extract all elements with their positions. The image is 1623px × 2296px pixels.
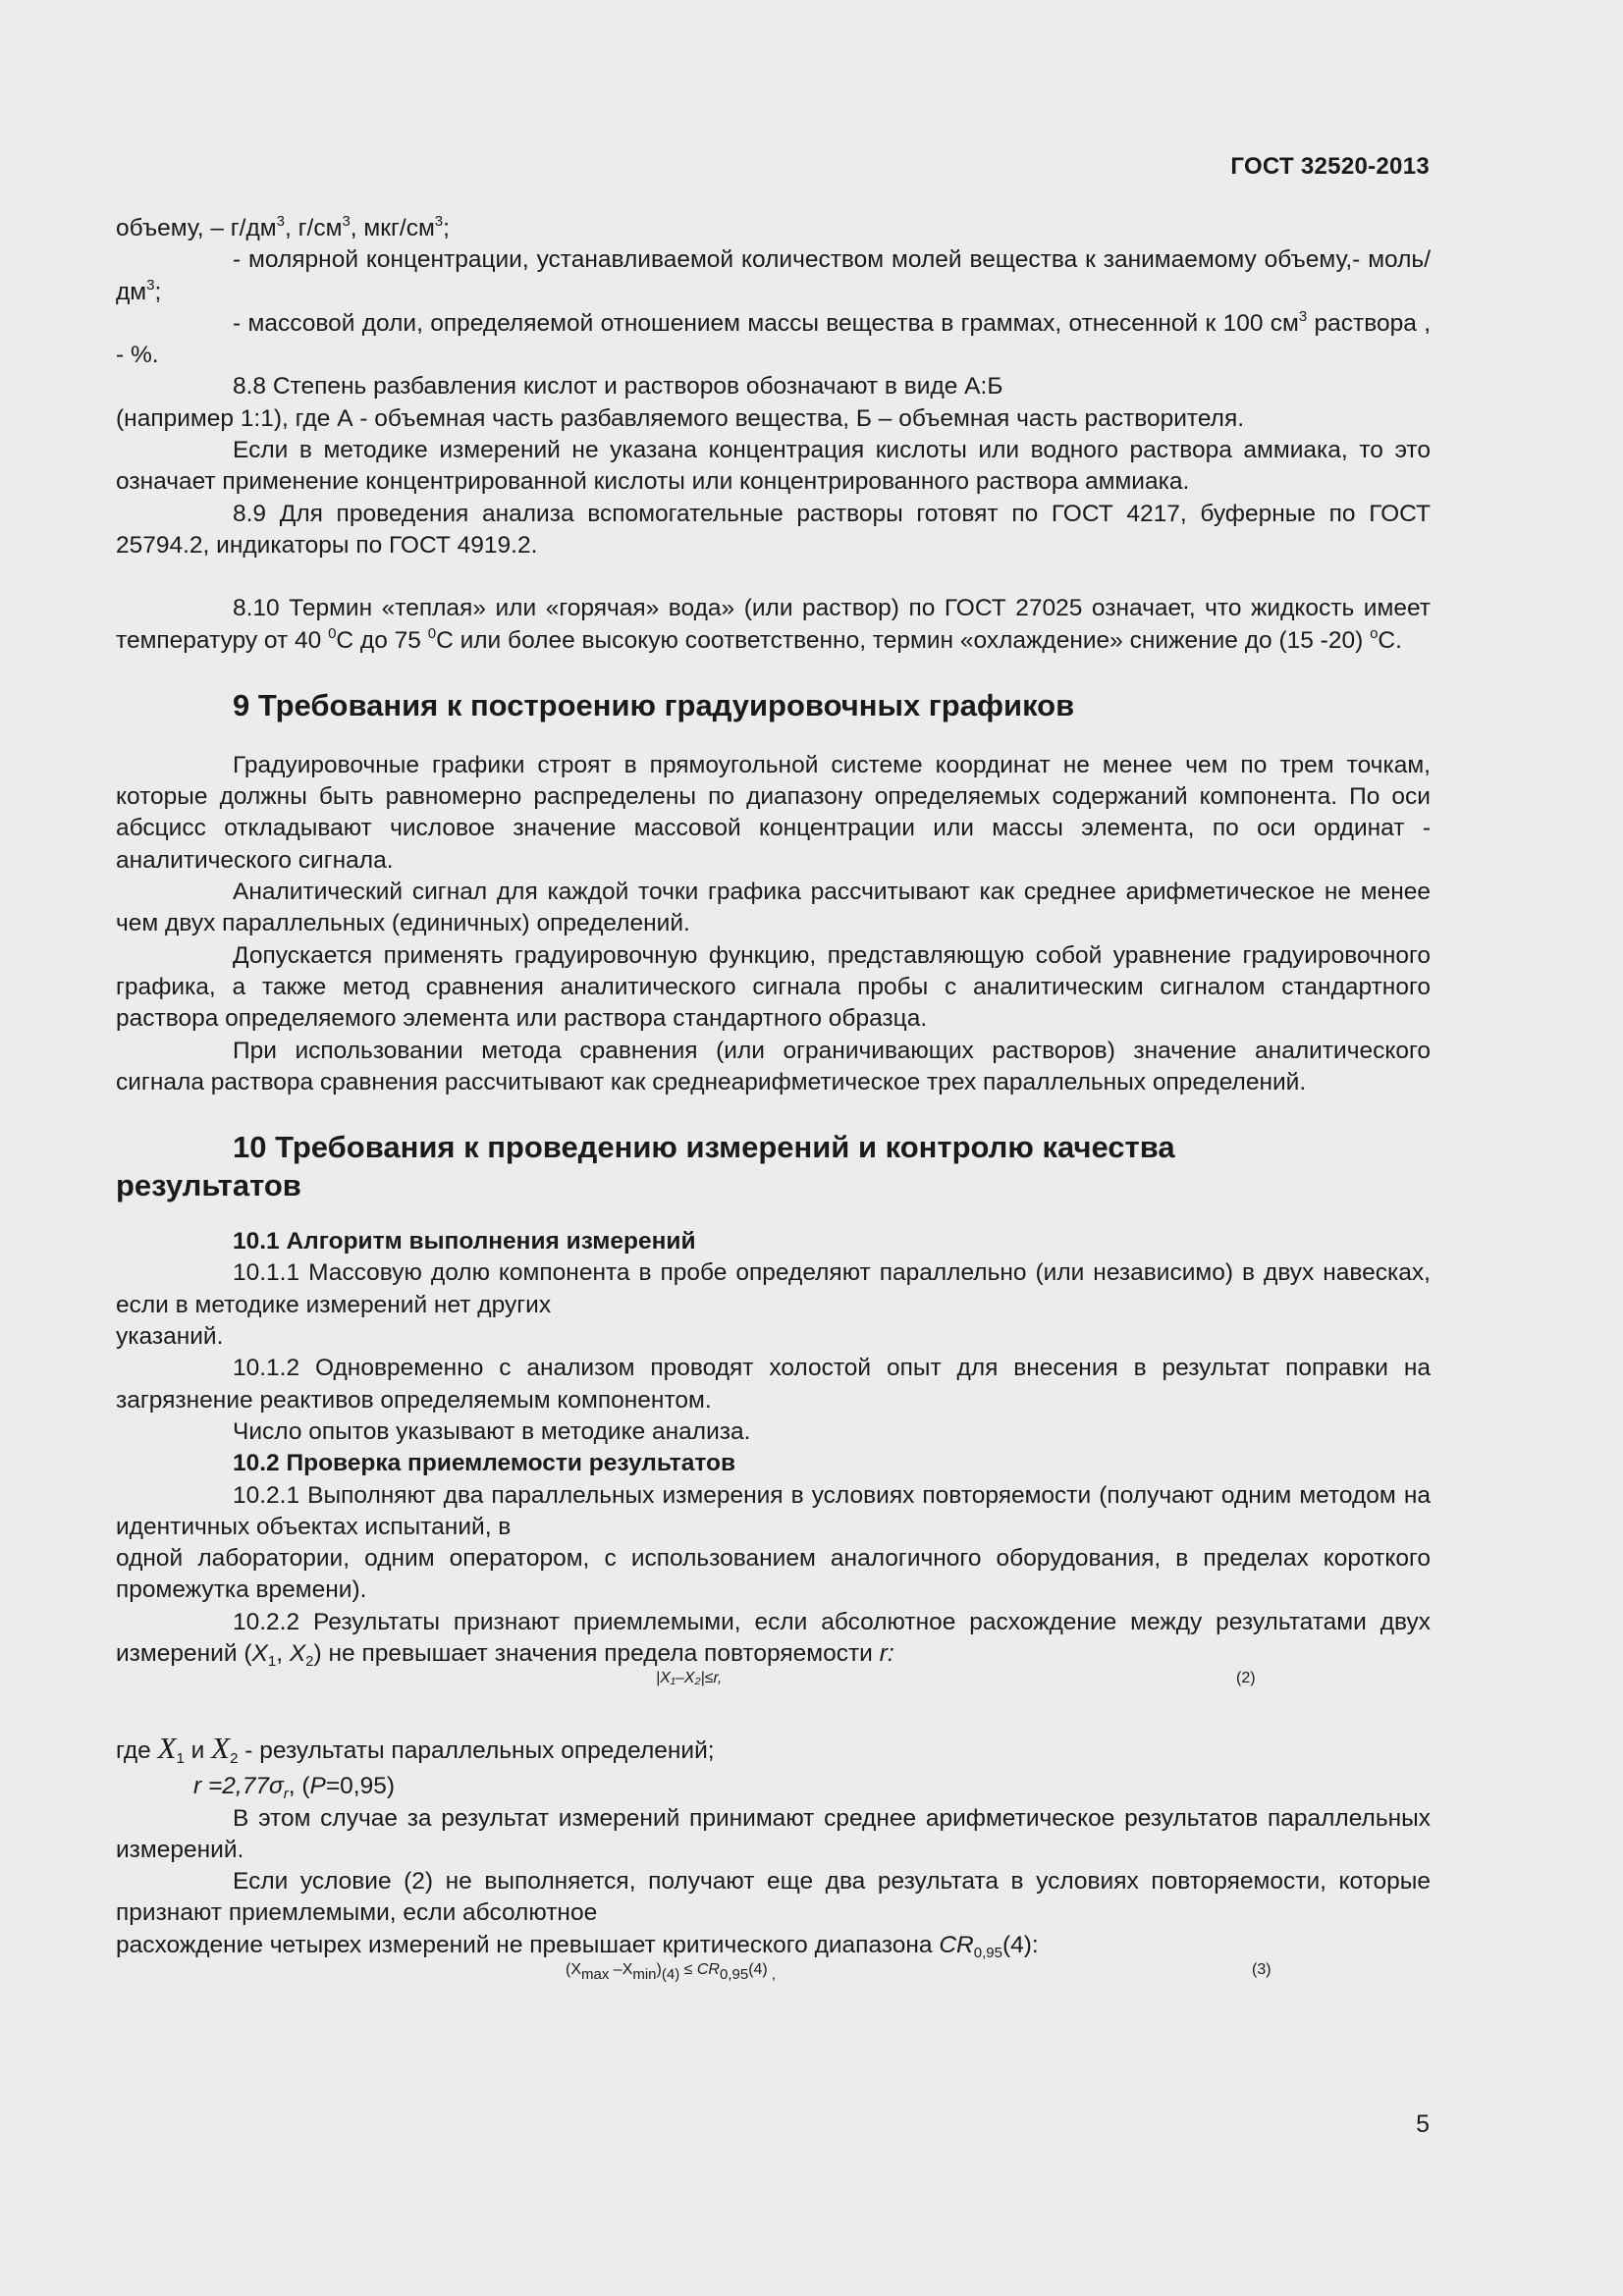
para-result: В этом случае за результат измерений принимают среднее арифметическое результатов параллельных измерений. — [116, 1804, 1431, 1863]
para-8-10: 8.10 Термин «теплая» или «горячая» вода» (или раствор) по ГОСТ 27025 означает, что жидкость имеет температуру от 40 $^0$С до 75 $^0$С или более высокую соответственно, термин «охлаждение» снижение до (15 -20) $^о$С. — [116, 595, 1431, 654]
para-10-1-1: 10.1.1 Массовую долю компонента в пробе определяют параллельно (или независимо) в двух навесках, если в методике измерений нет других — [116, 1259, 1431, 1318]
subsection-10-1-title: 10.1 Алгоритм выполнения измерений — [233, 1228, 696, 1255]
standard-header: ГОСТ 32520-2013 — [1230, 153, 1430, 180]
section-10-title-line1: 10 Требования к проведению измерений и контролю качества — [233, 1130, 1175, 1165]
molar-line: - молярной концентрации, устанавливаемой количеством молей вещества к занимаемому объему,- моль/$дм^3$; — [116, 246, 1431, 305]
para-10-2-1: 10.2.1 Выполняют два параллельных измерения в условиях повторяемости (получают одним методом на идентичных объектах испытаний, в — [116, 1481, 1431, 1540]
formula-2-row — [116, 1670, 1431, 1701]
para-10-1-2-b: Число опытов указывают в методике анализа. — [233, 1417, 751, 1445]
section-9-title: 9 Требования к построению градуировочных графиков — [233, 687, 1075, 722]
para-if-condition-b: расхождение четырех измерений не превышает критического диапазона $CR_{0,95}(4)$: — [116, 1931, 1039, 1961]
formula-3: ($X_{max}$ $-X_{min})_{(4)} \le CR_{0,95}(4)$ $_,$ — [566, 1961, 777, 1984]
page-number: 5 — [1416, 2110, 1430, 2138]
formula-3-row — [116, 1961, 1431, 1993]
para-8-8-b: (например 1:1), где А - объемная часть разбавляемого вещества, Б – объемная часть растворителя. — [116, 404, 1245, 432]
formula-2-number: (2) — [1236, 1670, 1256, 1687]
formula-2: |X₁–X₂|≤r, — [656, 1670, 723, 1687]
section-9-para-2: Аналитический сигнал для каждой точки графика рассчитывают как среднее арифметическое не менее чем двух параллельных (единичных) определений. — [116, 879, 1431, 937]
section-9-para-3: Допускается применять градуировочную функцию, представляющую собой уравнение градуировочного графика, а также метод сравнения аналитического сигнала пробы с аналитическим сигналом стандартного раствора определяемого элемента или раствора стандартного образца. — [116, 941, 1431, 1033]
section-10-title-line2: результатов — [116, 1168, 301, 1203]
para-10-1-2: 10.1.2 Одновременно с анализом проводят холостой опыт для внесения в результат поправки на загрязнение реактивов определяемым компонентом. — [116, 1355, 1431, 1414]
para-8-9: 8.9 Для проведения анализа вспомогательные растворы готовят по ГОСТ 4217, буферные по ГОСТ 25794.2, индикаторы по ГОСТ 4919.2. — [116, 500, 1431, 559]
para-if-condition: Если условие (2) не выполняется, получают еще два результата в условиях повторяемости, которые признают приемлемыми, если абсолютное — [116, 1868, 1431, 1927]
page-content — [116, 213, 1431, 1993]
mass-line: - массовой доли, определяемой отношением массы вещества в граммах, отнесенной к 100 $см^3$ раствора , - %. — [116, 307, 1432, 369]
para-10-2-1-b: одной лаборатории, одним оператором, с использованием аналогичного оборудования, в пределах короткого промежутка времени). — [116, 1545, 1431, 1604]
formula-3-number: (3) — [1252, 1961, 1271, 1979]
para-10-2-2: 10.2.2 Результаты признают приемлемыми, если абсолютное расхождение между результатами двух измерений ($X_1$, $X_2$) не превышает значения предела повторяемости r: — [116, 1608, 1431, 1670]
para-8-8: 8.8 Степень разбавления кислот и растворов обозначают в виде А:Б — [233, 373, 1003, 400]
para-10-1-1-b: указаний. — [116, 1323, 224, 1351]
section-9-para-1: Градуировочные графики строят в прямоугольной системе координат не менее чем по трем точкам, которые должны быть равномерно распределены по диапазону определяемых содержаний компонента. По оси абсцисс откладывают числовое значение массовой концентрации или массы элемента, по оси ординат - аналитического сигнала. — [116, 751, 1431, 874]
section-9-para-4: При использовании метода сравнения (или ограничивающих растворов) значение аналитического сигнала раствора сравнения рассчитывают как среднеарифметическое трех параллельных определений. — [116, 1037, 1431, 1095]
units-line: объему, – $г/дм^3$, $г/см^3$, мкг/$см^3$; — [116, 213, 450, 241]
r-definition: $r =2,77\sigma_r$, (P=0,95) — [193, 1773, 396, 1803]
where-line: где $X_1$ и $X_2$ - результаты параллельных определений; — [116, 1731, 715, 1768]
subsection-10-2-title: 10.2 Проверка приемлемости результатов — [233, 1450, 736, 1477]
para-8-8-c: Если в методике измерений не указана концентрация кислоты или водного раствора аммиака, то это означает применение концентрированной кислоты или концентрированного раствора аммиака. — [116, 437, 1431, 496]
